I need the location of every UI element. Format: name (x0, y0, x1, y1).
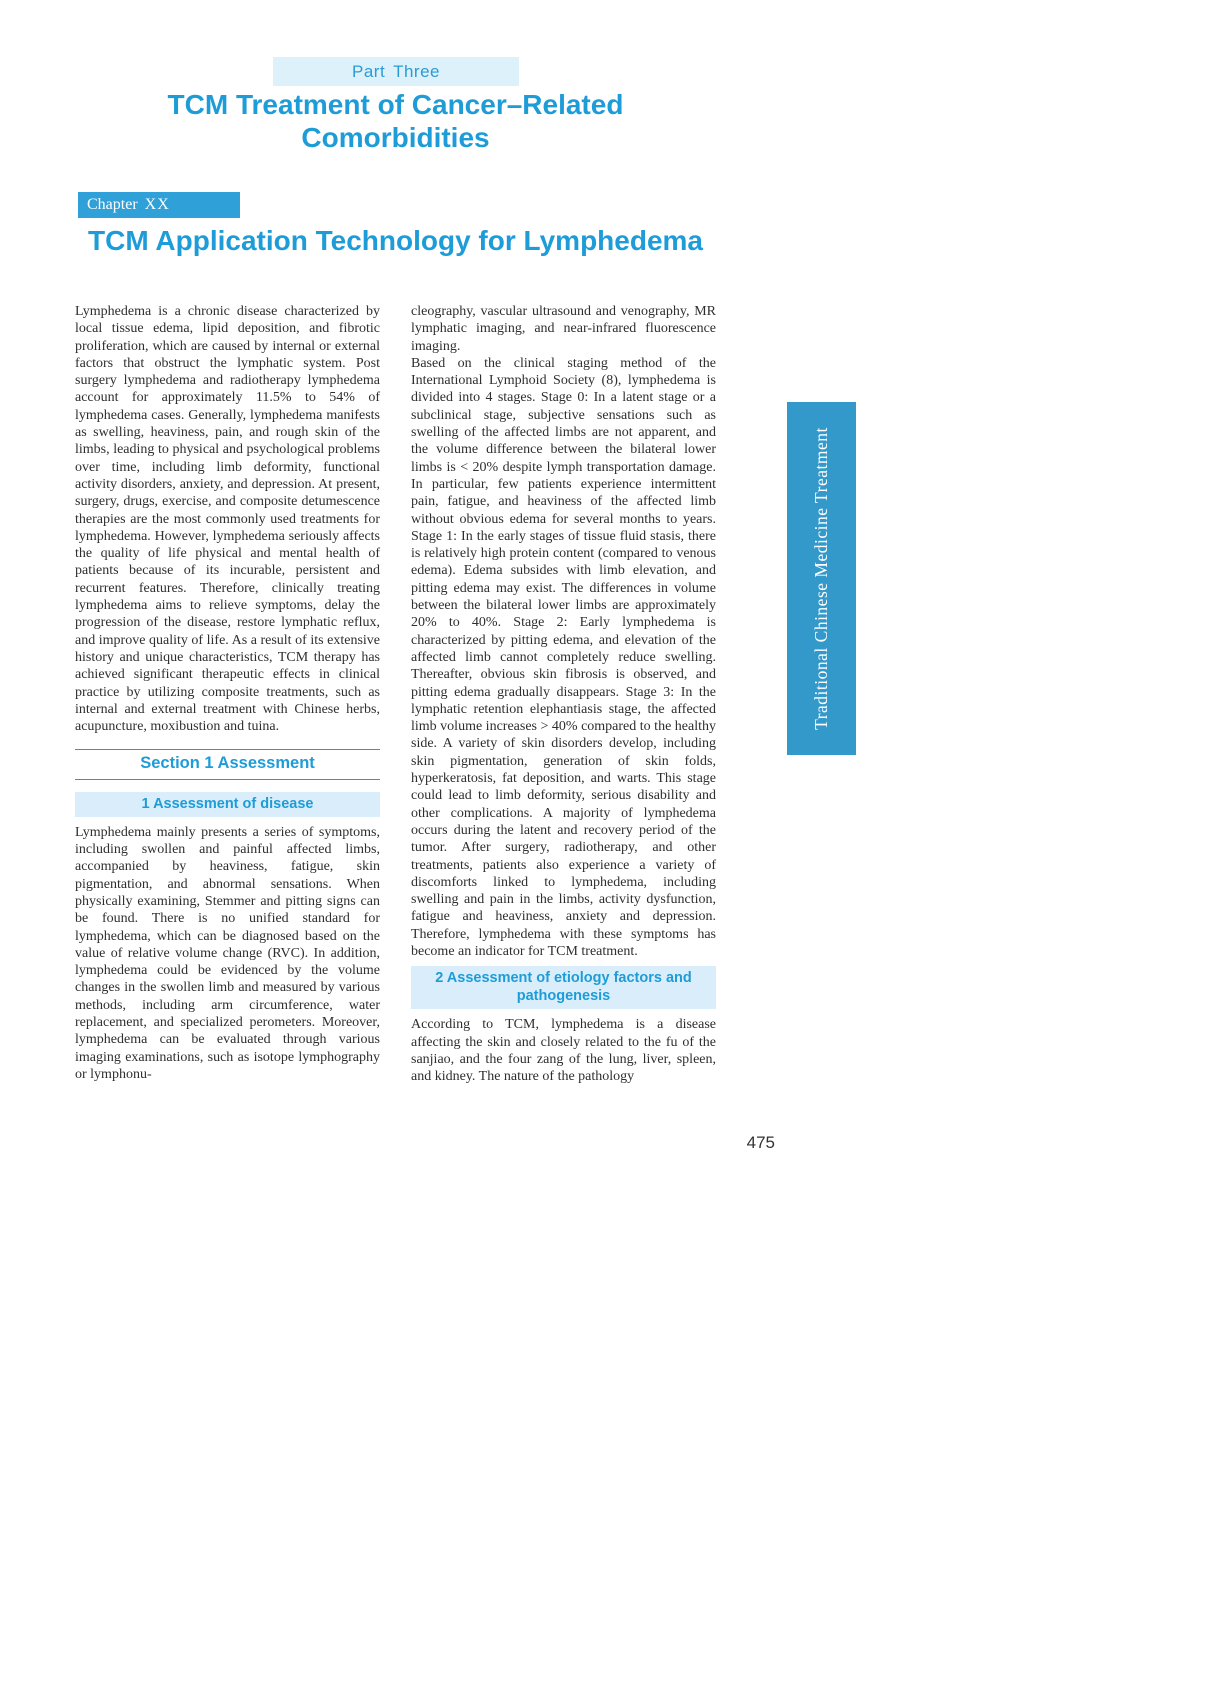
page-number: 475 (746, 1133, 775, 1152)
continuation-paragraph: cleography, vascular ultrasound and venography, MR lymphatic imaging, and near-infrared fluorescence imaging. (411, 304, 716, 354)
chapter-label: Chapter (87, 196, 138, 213)
subheading-assessment-of-disease: 1 Assessment of disease (75, 792, 380, 817)
staging-paragraph: Based on the clinical staging method of the International Lymphoid Society (8), lymphedema is divided into 4 stages. Stage 0: In a latent stage or a subclinical stage, subjective sensations such as swelling of the affected limbs are not apparent, and the volume difference between the bilateral lower limbs is < 20% despite lymph transportation damage. In particular, few patients experience intermittent pain, fatigue, and heaviness of the affected limb without obvious edema for several months to years. Stage 1: In the early stages of tissue fluid stasis, there is relatively high protein content (compared to venous edema). Edema subsides with limb elevation, and pitting edema may exist. The differences in volume between the bilateral lower limbs are approximately 20% to 40%. Stage 2: Early lymphedema is characterized by pitting edema, and elevation of the affected limb cannot completely reduce swelling. Thereafter, obvious skin fibrosis is observed, and pitting edema gradually disappears. Stage 3: In the lymphatic retention elephantiasis stage, the affected limb volume increases > 40% compared to the healthy side. A variety of skin disorders develop, including skin pigmentation, generation of skin folds, hyperkeratosis, fat deposition, and warts. This stage could lead to limb deformity, serious disability and other complications. A majority of lymphedema occurs during the latent and recovery period of the tumor. After surgery, radiotherapy, and other treatments, patients also experience a variety of discomforts linked to lymphedema, including swelling and pain in the limbs, activity dysfunction, fatigue and heaviness, anxiety and depression. Therefore, lymphedema with these symptoms has become an indicator for TCM treatment. (411, 355, 716, 959)
etiology-paragraph: According to TCM, lymphedema is a disease affecting the skin and closely related to the fu of the sanjiao, and the four zang of the lung, liver, spleen, and kidney. The nature of the pathology (411, 1017, 716, 1085)
chapter-box (78, 192, 240, 218)
part-title: TCM Treatment of Cancer–Related Comorbidities (167, 89, 624, 153)
text-columns (75, 303, 716, 1085)
chapter-number: XX (144, 196, 170, 213)
part-label-box (273, 57, 519, 86)
subheading-etiology-pathogenesis: 2 Assessment of etiology factors and pathogenesis (411, 966, 716, 1009)
side-tab-label: Traditional Chinese Medicine Treatment (811, 427, 831, 730)
chapter-title: TCM Application Technology for Lymphedema (88, 225, 703, 256)
assessment-paragraph: Lymphedema mainly presents a series of symptoms, including swollen and painful affected limbs, accompanied by heaviness, fatigue, skin pigmentation, and abnormal sensations. When physically examining, Stemmer and pitting signs can be found. There is no unified standard for lymphedema, which can be diagnosed based on the value of relative volume change (RVC). In addition, lymphedema could be evidenced by the volume changes in the swollen limb and measured by various methods, including arm circumference, water replacement, and specialized perometers. Moreover, lymphedema can be evaluated through various imaging examinations, such as isotope lymphography or lymphonu- (75, 824, 380, 1082)
side-tab (787, 402, 856, 755)
right-column (411, 303, 716, 1085)
intro-paragraph: Lymphedema is a chronic disease characterized by local tissue edema, lipid deposition, and fibrotic proliferation, which are caused by internal or external factors that obstruct the lymphatic system. Post surgery lymphedema and radiotherapy lymphedema account for approximately 11.5% to 54% of lymphedema cases. Generally, lymphedema manifests as swelling, heaviness, pain, and rough skin of the limbs, leading to physical and psychological problems over time, including limb deformity, functional activity disorders, anxiety, and depression. At present, surgery, drugs, exercise, and composite detumescence therapies are the most commonly used treatments for lymphedema. However, lymphedema seriously affects the quality of life physical and mental health of patients because of its incurable, persistent and recurrent features. Therefore, clinically treating lymphedema aims to relieve symptoms, delay the progression of the disease, restore lymphatic reflux, and improve quality of life. As a result of its extensive history and unique characteristics, TCM therapy has achieved significant therapeutic effects in clinical practice by utilizing composite treatments, such as internal and external treatment with Chinese herbs, acupuncture, moxibustion and tuina. (75, 304, 380, 735)
section-heading: Section 1 Assessment (75, 749, 380, 779)
left-column (75, 303, 380, 1085)
part-label: Part Three (351, 61, 440, 81)
